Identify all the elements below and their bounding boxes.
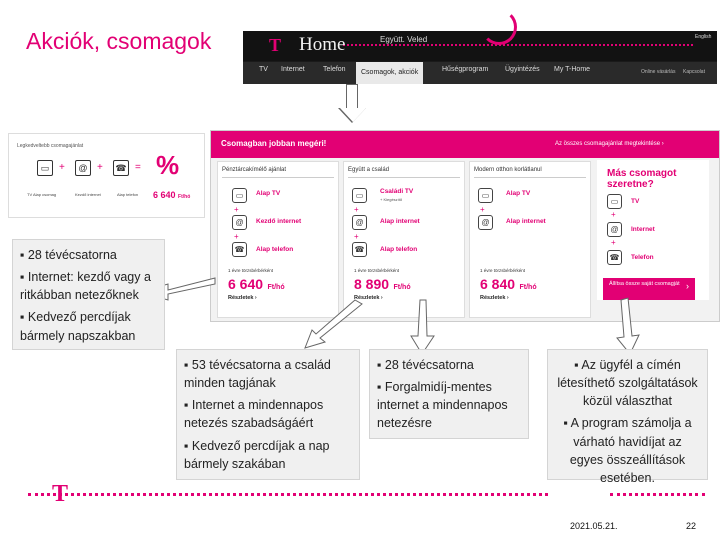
details-link[interactable]: Részletek › [480, 295, 509, 301]
all-packages-link[interactable]: Az összes csomagajánlat megtekintése › [555, 141, 664, 147]
arrow-to-callout-2 [305, 300, 362, 348]
brand-name[interactable]: Home [299, 34, 346, 55]
panel-title: Csomagban jobban megéri! [221, 139, 327, 148]
nav-csomagok-akciok[interactable]: Csomagok, akciók [356, 62, 423, 84]
thumb-item: Alap telefon [117, 192, 139, 197]
callout-modern-home [369, 349, 529, 439]
callout-line: ▪ 28 tévécsatorna [20, 248, 117, 262]
at-icon: @ [232, 215, 247, 230]
nav-kapcsolat[interactable]: Kapcsolat [683, 69, 705, 75]
callout-line: ▪ Az ügyfél a címén létesíthető szolgáltatások közül választhat [557, 358, 698, 409]
phone-icon: ☎ [352, 242, 367, 257]
item-label: TV [631, 198, 640, 205]
price-note: 1 évre törzsbérbérként [480, 268, 526, 273]
nav-ugyintezes[interactable]: Ügyintézés [505, 66, 540, 73]
callout-custom [547, 349, 708, 485]
slide-title: Akciók, csomagok [26, 28, 212, 54]
plus-icon: + [354, 232, 359, 241]
nav-husegprogram[interactable]: Hűségprogram [442, 66, 489, 73]
thumb-price: 6 640 Ft/hó [153, 190, 191, 200]
callout-budget [12, 239, 165, 350]
plus-icon: + [97, 162, 103, 173]
price: 8 890 Ft/hó [354, 276, 411, 292]
nav-tv[interactable]: TV [259, 66, 268, 73]
item-label: Alap TV [506, 190, 531, 197]
item-sub: + Kiegészítő [380, 197, 403, 202]
price-note: 1 évre törzsbérbérként [354, 268, 400, 273]
price: 6 640 Ft/hó [228, 276, 285, 292]
equals-icon: = [135, 162, 141, 173]
tv-icon: ▭ [478, 188, 493, 203]
plus-icon: + [59, 162, 65, 173]
callout-line: ▪ Kedvező percdíjak bármely napszakban [20, 310, 136, 343]
at-icon: @ [75, 160, 91, 176]
thumb-item: Kezdő internet [75, 192, 101, 197]
callout-line: ▪ A program számolja a várható havidíjat az egyes összeállítások esetében. [563, 416, 692, 485]
price-note: 1 évre törzsbérbérként [228, 268, 274, 273]
column-title: Pénztárcakímélő ajánlat [222, 167, 334, 178]
build-package-button[interactable]: Állítsa össze saját csomagját › [603, 278, 695, 300]
item-label: Családi TV [380, 188, 414, 195]
column-title: Modern otthon korlátlanul [474, 167, 586, 178]
footer-t-logo-icon: T [52, 481, 69, 507]
phone-icon: ☎ [607, 250, 622, 265]
item-label: Internet [631, 226, 655, 233]
plus-icon: + [611, 210, 616, 219]
thumb-header: Legkedveltebb csomagajánlat [17, 143, 84, 149]
callout-line: ▪ Internet: kezdő vagy a ritkábban netezőknek [20, 270, 151, 303]
plus-icon: + [234, 205, 239, 214]
callout-family [176, 349, 360, 480]
item-label: Telefon [631, 254, 654, 261]
item-label: Kezdő internet [256, 218, 302, 225]
nav-telefon[interactable]: Telefon [323, 66, 346, 73]
plus-icon: + [234, 232, 239, 241]
nav-online-vasarlas[interactable]: Online vásárlás [641, 69, 676, 75]
item-label: Alap internet [506, 218, 546, 225]
language-link[interactable]: English [695, 34, 712, 40]
footer-dotted-line-right [610, 493, 705, 496]
tv-icon: ▭ [37, 160, 53, 176]
callout-line: ▪ Internet a mindennapos netezés szabadságáért [184, 398, 324, 431]
footer-dotted-line [28, 493, 548, 496]
nav-my-t-home[interactable]: My T-Home [554, 66, 591, 73]
callout-line: ▪ Forgalmidíj-mentes internet a mindennapos netezésre [377, 380, 508, 431]
price: 6 840 Ft/hó [480, 276, 537, 292]
at-icon: @ [352, 215, 367, 230]
plus-icon: + [480, 205, 485, 214]
item-label: Alap telefon [256, 246, 294, 253]
callout-line: ▪ 28 tévécsatorna [377, 358, 474, 372]
slide-page-number: 22 [686, 521, 697, 531]
details-link[interactable]: Részletek › [354, 295, 383, 301]
tv-icon: ▭ [232, 188, 247, 203]
nav-internet[interactable]: Internet [281, 66, 305, 73]
arrow-to-callout-4 [617, 298, 639, 354]
at-icon: @ [607, 222, 622, 237]
phone-icon: ☎ [113, 160, 129, 176]
tv-icon: ▭ [352, 188, 367, 203]
column-title: Együtt a család [348, 167, 460, 178]
plus-icon: + [354, 205, 359, 214]
details-link[interactable]: Részletek › [228, 295, 257, 301]
at-icon: @ [478, 215, 493, 230]
tv-icon: ▭ [607, 194, 622, 209]
thumb-item: TV Alap csomag [27, 192, 57, 197]
plus-icon: + [611, 238, 616, 247]
item-label: Alap internet [380, 218, 420, 225]
arrow-to-callout-3 [411, 300, 434, 354]
t-logo-icon[interactable]: T [269, 35, 282, 55]
brand-tagline: Együtt. Veled [380, 35, 428, 44]
slide-date: 2021.05.21. [570, 521, 618, 531]
custom-package-title: Más csomagot szeretne? [607, 168, 677, 190]
phone-icon: ☎ [232, 242, 247, 257]
callout-line: ▪ Kedvező percdíjak a nap bármely szakában [184, 438, 330, 471]
percent-badge: % [156, 150, 180, 180]
item-label: Alap telefon [380, 246, 418, 253]
item-label: Alap TV [256, 190, 281, 197]
callout-line: ▪ 53 tévécsatorna a család minden tagjának [184, 358, 331, 391]
